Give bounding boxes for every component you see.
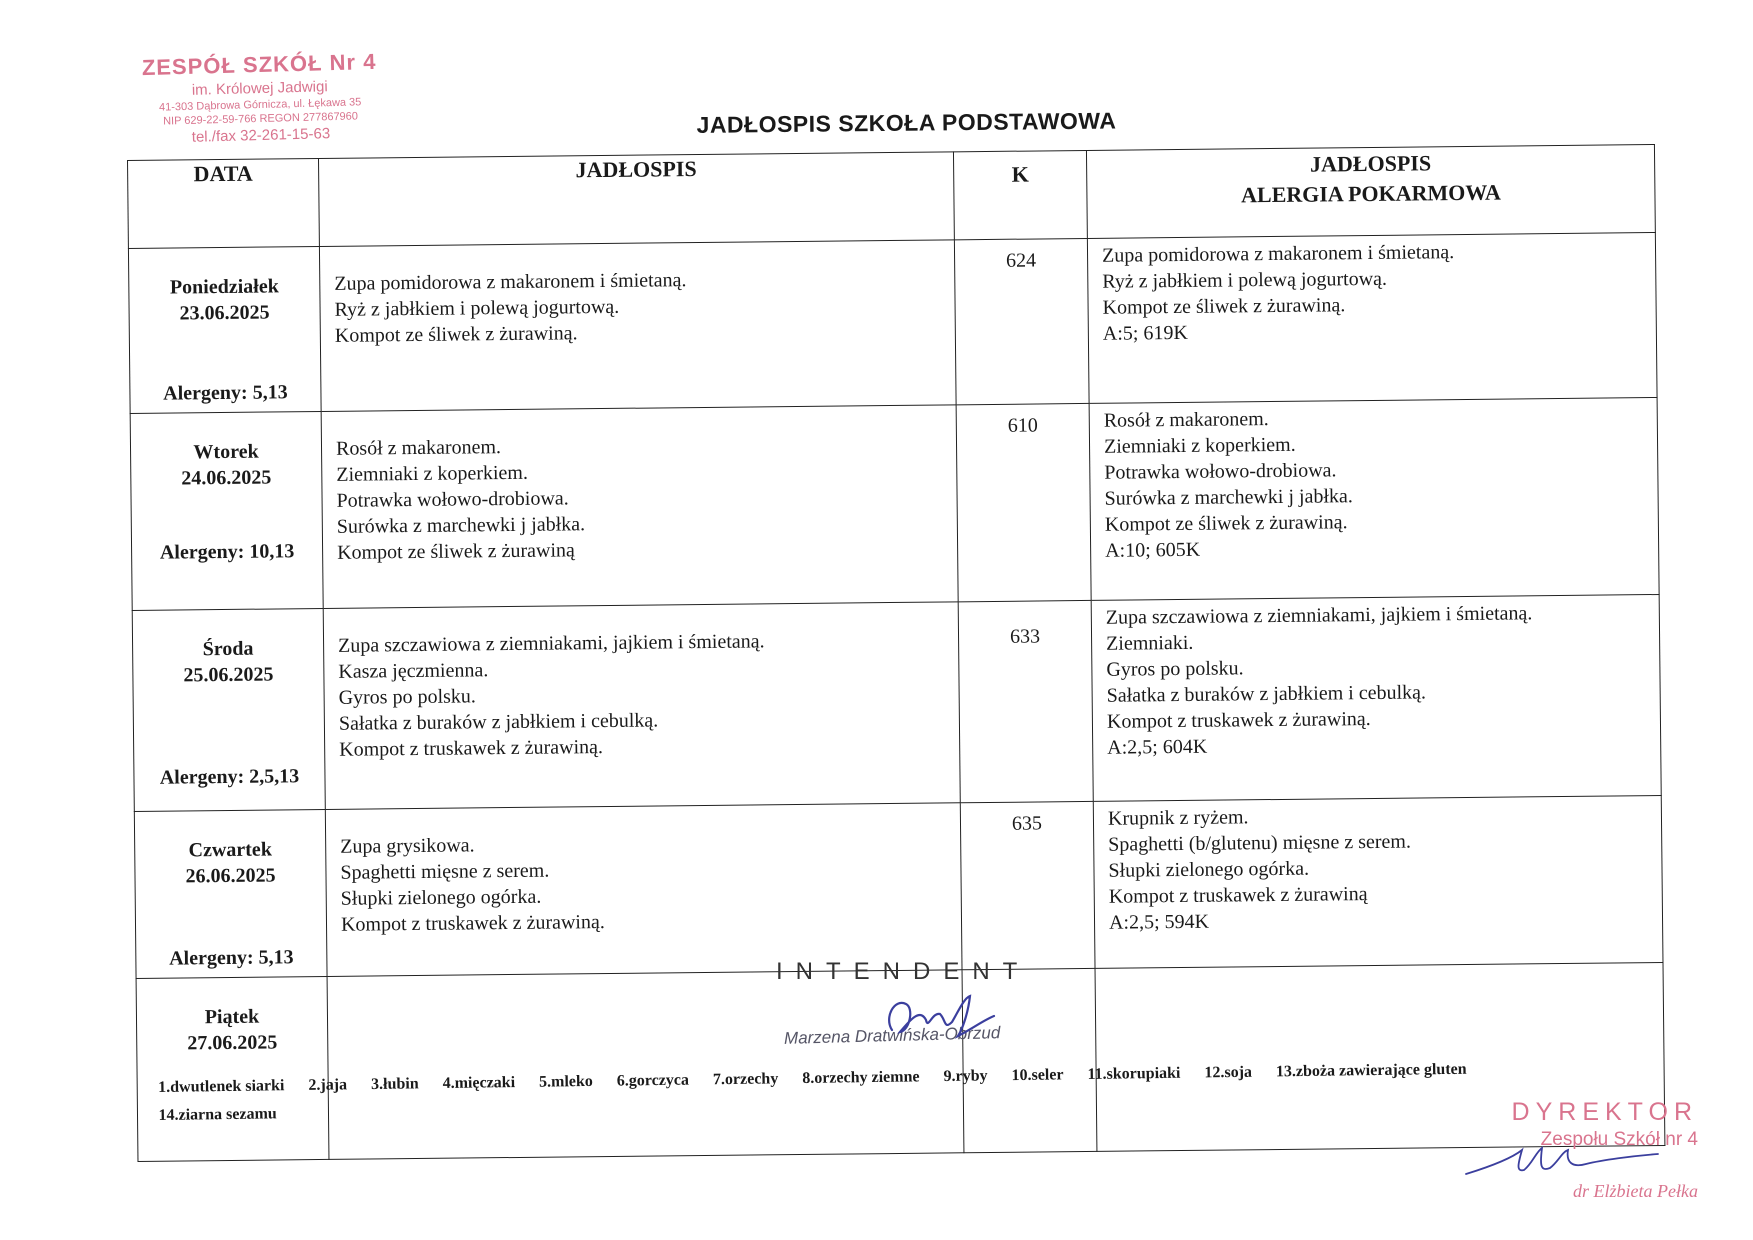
kcal-cell: 610 — [956, 403, 1091, 601]
director-name: dr Elżbieta Pełka — [1573, 1181, 1698, 1201]
legend-item: 12.soja — [1204, 1063, 1253, 1082]
dish-item: Kasza jęczmienna. — [338, 659, 489, 683]
allergy-dish-item: Sałatka z buraków z jabłkiem i cebulką. — [1106, 681, 1427, 707]
dish-item: Surówka z marchewki j jabłka. — [336, 513, 586, 538]
day-allergens: Alergeny: 5,13 — [163, 381, 288, 405]
day-allergens: Alergeny: 2,5,13 — [159, 765, 300, 789]
dish-item: Ziemniaki z koperkiem. — [336, 461, 529, 486]
day-name: Wtorek — [193, 440, 259, 464]
kcal-cell: 624 — [954, 238, 1089, 404]
allergy-dish-item: A:5; 619K — [1102, 321, 1188, 345]
allergy-dish-item: Gyros po polsku. — [1106, 657, 1244, 681]
allergy-dish-item: A:2,5; 604K — [1107, 735, 1208, 759]
allergy-dish-item: Kompot ze śliwek z żurawiną. — [1104, 511, 1348, 536]
table-header-row — [128, 145, 1656, 249]
header-allergy-menu — [1086, 145, 1655, 239]
legend-item: 5.mleko — [538, 1072, 593, 1091]
stamp-phone: tel./fax 32-261-15-63 — [191, 125, 331, 146]
table-row — [128, 232, 1657, 413]
allergy-dishes-cell — [1091, 594, 1661, 801]
director-school: Zespołu Szkół nr 4 — [1540, 1129, 1698, 1150]
table-row — [130, 397, 1659, 610]
dish-item: Zupa grysikowa. — [340, 834, 475, 858]
kcal-cell: 633 — [958, 600, 1093, 802]
day-cell — [136, 976, 329, 1161]
day-cell — [132, 608, 325, 811]
dish-item: Kompot z truskawek z żurawiną. — [340, 911, 605, 936]
day-date: 23.06.2025 — [179, 301, 270, 325]
dish-item: Kompot z truskawek z żurawiną. — [339, 736, 604, 761]
allergy-dish-item: Surówka z marchewki j jabłka. — [1104, 485, 1353, 510]
table-row — [132, 594, 1661, 811]
dish-item: Rosół z makaronem. — [335, 436, 502, 460]
intendent-label: INTENDENT — [776, 958, 1031, 985]
page-title: JADŁOSPIS SZKOŁA PODSTAWOWA — [696, 107, 1117, 138]
legend-item: 14.ziarna sezamu — [158, 1105, 277, 1124]
stamp-address: 41-303 Dąbrowa Górnicza, ul. Łękawa 35 — [158, 96, 362, 114]
intendent-name: Marzena Dratwińska-Obrzud — [783, 1023, 1001, 1048]
dish-item: Zupa pomidorowa z makaronem i śmietaną. — [334, 269, 687, 295]
day-date: 26.06.2025 — [185, 864, 276, 888]
header-date: DATA — [128, 158, 320, 248]
dish-item: Słupki zielonego ogórka. — [340, 885, 542, 910]
table-row — [134, 795, 1663, 978]
day-date: 25.06.2025 — [183, 663, 274, 687]
allergy-dishes-cell — [1087, 232, 1657, 403]
stamp-patron: im. Królowej Jadwigi — [191, 78, 328, 99]
day-allergens: Alergeny: 10,13 — [159, 540, 295, 564]
header-allergy-line1: JADŁOSPIS — [1309, 150, 1432, 177]
allergy-dishes-cell — [1089, 397, 1659, 600]
allergy-dish-item: Kompot ze śliwek z żurawiną. — [1102, 294, 1346, 319]
dish-item: Kompot ze śliwek z żurawiną. — [334, 322, 578, 347]
legend-item: 9.ryby — [943, 1067, 988, 1086]
legend-item: 7.orzechy — [712, 1070, 779, 1089]
day-cell — [128, 246, 321, 413]
header-menu: JADŁOSPIS — [318, 152, 954, 247]
allergy-dish-item: Słupki zielonego ogórka. — [1108, 857, 1310, 882]
allergy-dish-item: Kompot z truskawek z żurawiną. — [1106, 708, 1371, 733]
dish-item: Zupa szczawiowa z ziemniakami, jajkiem i śmietaną. — [337, 630, 765, 657]
header-kcal: K — [953, 150, 1087, 239]
stamp-tax-ids: NIP 629-22-59-766 REGON 277867960 — [162, 110, 359, 128]
dishes-cell — [323, 602, 960, 810]
dishes-cell — [321, 405, 958, 609]
day-cell — [130, 411, 323, 610]
legend-item: 13.zboża zawierające gluten — [1275, 1060, 1467, 1081]
director-signature-icon — [1462, 1140, 1662, 1184]
dish-item: Sałatka z buraków z jabłkiem i cebulką. — [338, 709, 659, 735]
allergy-dishes-cell — [1093, 795, 1663, 968]
allergy-dish-item: Potrawka wołowo-drobiowa. — [1104, 459, 1337, 484]
dish-item: Potrawka wołowo-drobiowa. — [336, 487, 569, 512]
allergy-dish-item: Ziemniaki. — [1106, 631, 1194, 655]
legend-item: 4.mięczaki — [442, 1074, 516, 1093]
director-title: DYREKTOR — [1511, 1098, 1698, 1126]
dish-item: Spaghetti mięsne z serem. — [340, 859, 550, 884]
day-name: Piątek — [204, 1005, 260, 1029]
legend-item: 2.jaja — [308, 1076, 348, 1094]
day-date: 24.06.2025 — [181, 466, 272, 490]
day-name: Czwartek — [188, 838, 272, 862]
dishes-cell — [319, 240, 956, 412]
legend-item: 1.dwutlenek siarki — [158, 1077, 285, 1096]
dish-item: Ryż z jabłkiem i polewą jogurtową. — [334, 295, 620, 321]
legend-item: 11.skorupiaki — [1087, 1064, 1181, 1084]
allergy-dish-item: Ziemniaki z koperkiem. — [1103, 433, 1296, 458]
intendent-signature-icon — [880, 990, 1000, 1050]
day-name: Poniedziałek — [169, 275, 279, 299]
header-allergy-line2: ALERGIA POKARMOWA — [1240, 179, 1501, 208]
day-allergens: Alergeny: 5,13 — [169, 946, 294, 970]
day-date: 27.06.2025 — [187, 1031, 278, 1055]
legend-item: 8.orzechy ziemne — [802, 1068, 920, 1088]
allergy-dish-item: Kompot z truskawek z żurawiną — [1108, 883, 1368, 908]
legend-item: 10.seler — [1011, 1066, 1064, 1085]
day-cell — [134, 809, 327, 978]
day-name: Środa — [202, 637, 254, 661]
allergy-dish-item: Zupa pomidorowa z makaronem i śmietaną. — [1101, 241, 1455, 267]
stamp-school-name: ZESPÓŁ SZKÓŁ Nr 4 — [141, 48, 377, 81]
dishes-cell — [325, 803, 962, 977]
legend-item: 3.łubin — [370, 1075, 419, 1094]
dish-item: Gyros po polsku. — [338, 685, 476, 709]
allergy-dish-item: Zupa szczawiowa z ziemniakami, jajkiem i śmietaną. — [1105, 602, 1533, 629]
dish-item: Kompot ze śliwek z żurawiną — [337, 539, 575, 564]
allergy-dish-item: Rosół z makaronem. — [1103, 408, 1269, 432]
allergy-dish-item: Ryż z jabłkiem i polewą jogurtową. — [1102, 267, 1388, 293]
legend-item: 6.gorczyca — [616, 1071, 690, 1090]
allergy-dish-item: Spaghetti (b/glutenu) mięsne z serem. — [1108, 830, 1412, 856]
allergy-dish-item: A:2,5; 594K — [1108, 910, 1210, 934]
kcal-cell: 635 — [960, 801, 1095, 969]
allergy-dish-item: Krupnik z ryżem. — [1107, 806, 1249, 830]
allergy-dish-item: A:10; 605K — [1105, 538, 1201, 562]
